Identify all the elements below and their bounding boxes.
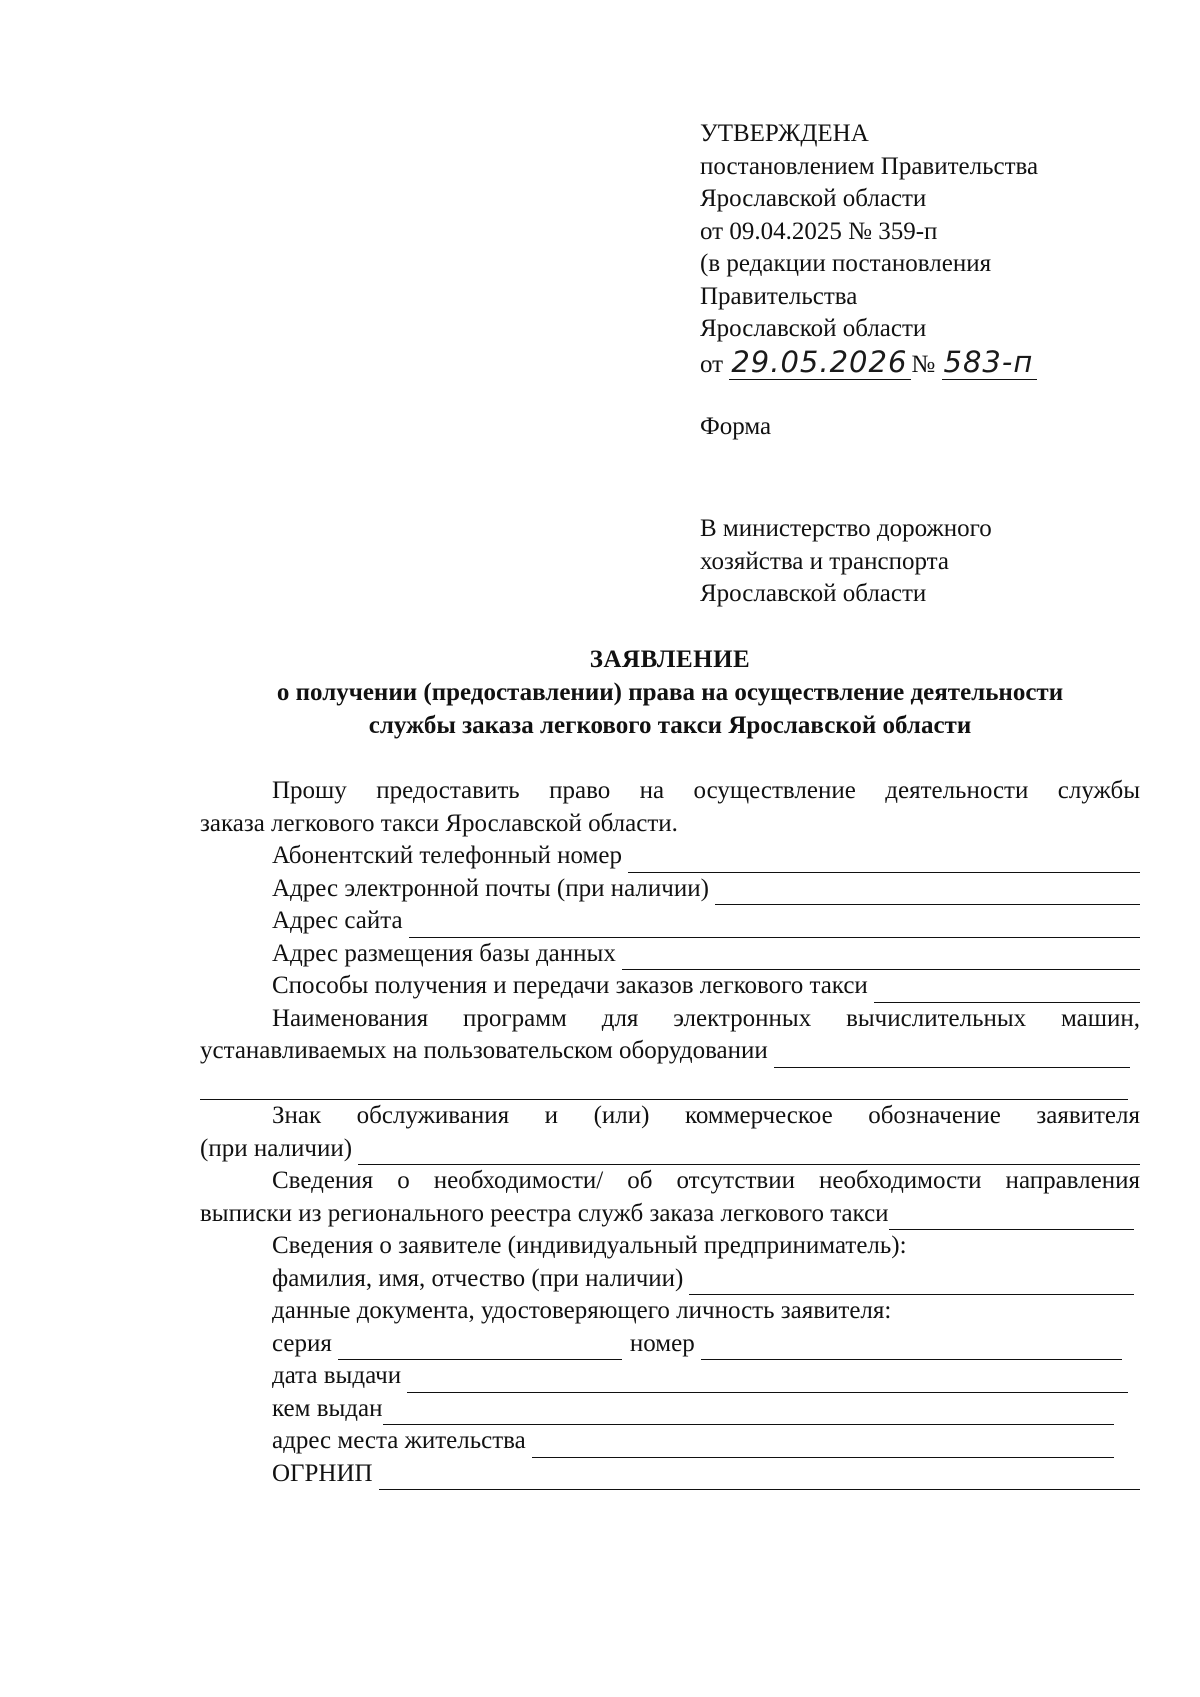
extract-field[interactable] bbox=[200, 1198, 1140, 1231]
approval-line: Правительства bbox=[700, 282, 858, 310]
residence-label: адрес места жительства bbox=[272, 1427, 526, 1454]
software-blank-extra[interactable] bbox=[200, 1068, 1128, 1101]
amendment-date-line bbox=[700, 346, 1170, 382]
approval-heading: УТВЕРЖДЕНА bbox=[700, 120, 869, 147]
full-name-blank[interactable] bbox=[689, 1270, 1134, 1295]
addressee-line: В министерство дорожного bbox=[700, 515, 992, 542]
software-text: Наименования программ для электронных вычислительных машин, bbox=[272, 1004, 1140, 1032]
trademark-text: Знак обслуживания и (или) коммерческое обозначение заявителя bbox=[272, 1102, 1140, 1129]
title-line: службы заказа легкового такси Ярославской области bbox=[368, 712, 972, 739]
database-blank[interactable] bbox=[622, 945, 1140, 970]
date-prefix: от bbox=[700, 350, 724, 378]
extract-blank[interactable] bbox=[889, 1205, 1134, 1230]
email-label: Адрес электронной почты (при наличии) bbox=[272, 874, 709, 902]
number-label: номер bbox=[629, 1329, 695, 1357]
ogrnip-field[interactable] bbox=[200, 1458, 1140, 1491]
issue-date-field[interactable] bbox=[200, 1360, 1140, 1393]
approval-stamp-block bbox=[700, 118, 1170, 381]
ogrnip-label: ОГРНИП bbox=[272, 1459, 373, 1487]
orders-blank[interactable] bbox=[874, 978, 1140, 1003]
issued-by-blank[interactable] bbox=[383, 1400, 1115, 1425]
series-label: серия bbox=[272, 1329, 332, 1357]
passport-series-number-field[interactable] bbox=[200, 1328, 1140, 1361]
ogrnip-blank[interactable] bbox=[379, 1465, 1140, 1490]
extract-label: выписки из регионального реестра служб заказа легкового такси bbox=[200, 1199, 889, 1227]
issue-date-blank[interactable] bbox=[407, 1368, 1128, 1393]
site-field[interactable] bbox=[200, 905, 1140, 938]
full-name-field[interactable] bbox=[200, 1263, 1140, 1296]
trademark-blank[interactable] bbox=[358, 1140, 1140, 1165]
orders-label: Способы получения и передачи заказов легкового такси bbox=[272, 972, 868, 999]
approval-line: от 09.04.2025 № 359-п bbox=[700, 217, 938, 245]
phone-blank[interactable] bbox=[628, 848, 1140, 873]
full-name-label: фамилия, имя, отчество (при наличии) bbox=[272, 1264, 684, 1292]
approval-line: Ярославской области bbox=[700, 185, 927, 212]
addressee-line: хозяйства и транспорта bbox=[700, 547, 949, 575]
issued-by-label: кем выдан bbox=[272, 1394, 383, 1422]
title-main: ЗАЯВЛЕНИЕ bbox=[589, 646, 751, 673]
software-label: устанавливаемых на пользовательском оборудовании bbox=[200, 1037, 768, 1064]
request-text: заказа легкового такси Ярославской области. bbox=[200, 809, 678, 837]
email-field[interactable] bbox=[200, 873, 1140, 906]
approval-line: постановлением Правительства bbox=[700, 152, 1039, 180]
addressee-block bbox=[700, 513, 1170, 611]
phone-field[interactable] bbox=[200, 840, 1140, 873]
database-label: Адрес размещения базы данных bbox=[272, 939, 616, 967]
site-blank[interactable] bbox=[409, 913, 1140, 938]
orders-field[interactable] bbox=[200, 970, 1140, 1003]
trademark-label: (при наличии) bbox=[200, 1134, 353, 1162]
residence-blank[interactable] bbox=[532, 1433, 1114, 1458]
document-title bbox=[0, 643, 1200, 742]
trademark-field[interactable] bbox=[200, 1133, 1140, 1166]
id-document-heading: данные документа, удостоверяющего личность заявителя: bbox=[272, 1297, 892, 1324]
email-blank[interactable] bbox=[715, 880, 1140, 905]
handwritten-number: 583-п bbox=[942, 345, 1038, 380]
number-blank[interactable] bbox=[701, 1335, 1122, 1360]
software-blank[interactable] bbox=[774, 1043, 1130, 1068]
database-field[interactable] bbox=[200, 938, 1140, 971]
addressee-line: Ярославской области bbox=[700, 580, 927, 607]
approval-line: Ярославской области bbox=[700, 315, 927, 342]
form-label: Форма bbox=[700, 413, 772, 440]
series-blank[interactable] bbox=[338, 1335, 622, 1360]
approval-line: (в редакции постановления bbox=[700, 250, 992, 277]
applicant-info-heading: Сведения о заявителе (индивидуальный предприниматель): bbox=[272, 1232, 907, 1259]
application-body bbox=[200, 775, 1140, 1490]
software-field[interactable] bbox=[200, 1035, 1140, 1068]
number-sign: № bbox=[911, 350, 936, 378]
title-line: о получении (предоставлении) права на осуществление деятельности bbox=[276, 679, 1064, 706]
issued-by-field[interactable] bbox=[200, 1393, 1140, 1426]
site-label: Адрес сайта bbox=[272, 907, 403, 934]
handwritten-date: 29.05.2026 bbox=[729, 345, 911, 380]
phone-label: Абонентский телефонный номер bbox=[272, 842, 622, 869]
request-text: Прошу предоставить право на осуществление деятельности службы bbox=[272, 777, 1140, 804]
extract-text: Сведения о необходимости/ об отсутствии необходимости направления bbox=[272, 1167, 1140, 1194]
residence-field[interactable] bbox=[200, 1425, 1140, 1458]
issue-date-label: дата выдачи bbox=[272, 1362, 402, 1389]
